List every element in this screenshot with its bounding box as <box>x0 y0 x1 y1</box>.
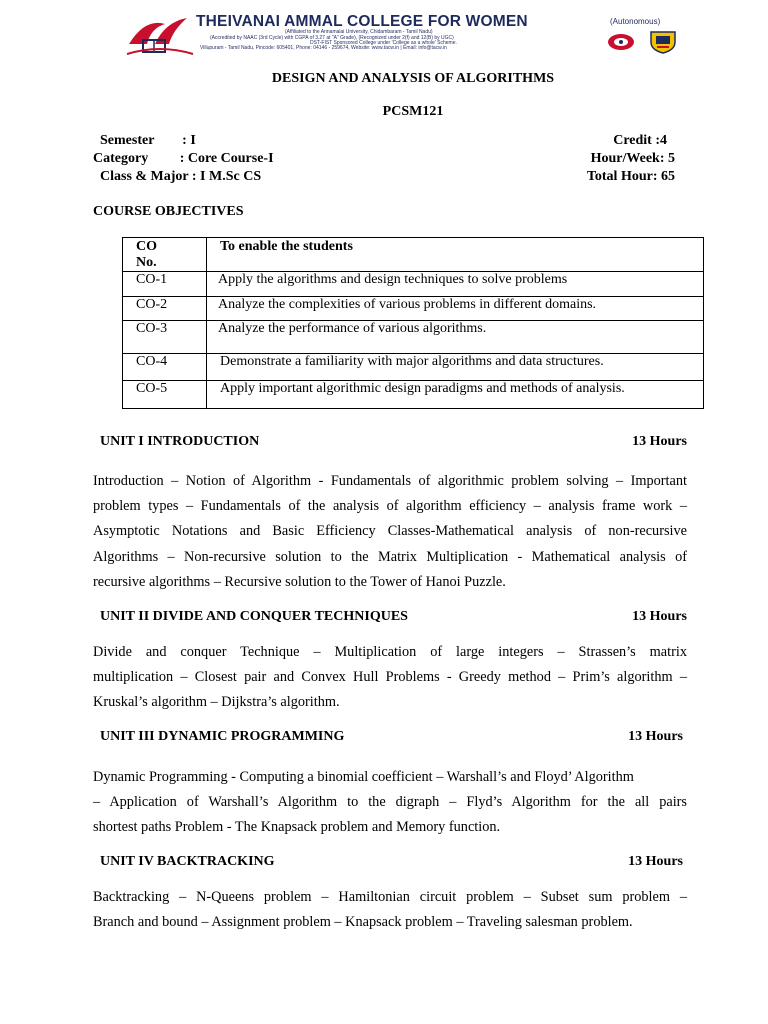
unit-1-line: Introduction – Notion of Algorithm - Fundamentals of algorithmic problem solving – Important <box>93 473 687 489</box>
college-logo-left <box>125 14 195 56</box>
unit-2-hours: 13 Hours <box>632 609 687 624</box>
unit-3-line: shortest paths Problem - The Knapsack problem and Memory function. <box>93 819 501 836</box>
table-header-row <box>123 238 704 272</box>
co-number: CO-1 <box>123 272 207 297</box>
co-description: Apply the algorithms and design techniques to solve problems <box>207 272 704 297</box>
objectives-table <box>122 237 704 409</box>
table-row <box>123 272 704 297</box>
co-number-header <box>123 238 207 272</box>
co-number: CO-4 <box>123 354 207 381</box>
course-title: DESIGN AND ANALYSIS OF ALGORITHMS <box>271 71 555 86</box>
unit-1-title: UNIT I INTRODUCTION <box>100 434 260 449</box>
course-code: PCSM121 <box>382 104 444 119</box>
credit-field: Credit :4 <box>613 133 667 148</box>
unit-1-line: problem types – Fundamentals of the analysis of algorithm efficiency – analysis frame work – <box>93 498 687 515</box>
unit-4-title: UNIT IV BACKTRACKING <box>100 854 275 869</box>
semester-field: Semester : I <box>100 133 196 148</box>
unit-2-line: multiplication – Closest pair and Convex Hull Problems - Greedy method – Prim’s algorithm – <box>93 669 687 686</box>
unit-1-line: Asymptotic Notations and Basic Efficiency Classes-Mathematical analysis of non-recursive <box>93 523 687 540</box>
co-description: Analyze the complexities of various problems in different domains. <box>207 297 704 321</box>
co-header-line2: No. <box>136 255 157 270</box>
unit-1-line: Algorithms – Non-recursive solution to the Matrix Multiplication - Mathematical analysis of <box>93 548 687 565</box>
unit-4-line: Backtracking – N-Queens problem – Hamiltonian circuit problem – Subset sum problem – <box>93 889 687 905</box>
unit-1-line: recursive algorithms – Recursive solution to the Tower of Hanoi Puzzle. <box>93 573 506 590</box>
co-number: CO-2 <box>123 297 207 321</box>
objective-header: To enable the students <box>207 238 704 272</box>
table-row <box>123 297 704 321</box>
unit-2-line: Kruskal’s algorithm – Dijkstra’s algorithm. <box>93 694 340 711</box>
unit-1-hours: 13 Hours <box>632 434 687 449</box>
dst-line: DST-FIST Sponsored College under 'College as a whole' Scheme. <box>310 40 457 46</box>
unit-4-content <box>93 885 687 935</box>
co-number: CO-5 <box>123 381 207 409</box>
table-row <box>123 381 704 409</box>
class-major-field: Class & Major : I M.Sc CS <box>100 169 262 184</box>
address-line: Villupuram - Tamil Nadu, Pincode: 605401, Phone: 04146 - 259674, Website: www.tacw.in | Email: info@tacw.in <box>200 45 447 51</box>
table-row <box>123 321 704 354</box>
objectives-heading: COURSE OBJECTIVES <box>93 204 244 219</box>
co-header-line1: CO <box>136 239 157 254</box>
accreditation-line: (Accredited by NAAC (3rd Cycle) with CGPA of 3.27 at "A" Grade), (Recognized under 2(f) and 12(B) by UGC) <box>210 35 454 41</box>
co-description: Apply important algorithmic design paradigms and methods of analysis. <box>207 381 704 409</box>
table-row <box>123 354 704 381</box>
total-hour-field: Total Hour: 65 <box>586 169 675 184</box>
unit-4-line: Branch and bound – Assignment problem – Knapsack problem – Traveling salesman problem. <box>93 914 633 931</box>
category-field: Category : Core Course-I <box>93 151 274 166</box>
unit-3-line: – Application of Warshall’s Algorithm to the digraph – Flyd’s Algorithm for the all pairs <box>93 794 687 811</box>
unit-4-hours: 13 Hours <box>628 854 683 869</box>
autonomous-label: (Autonomous) <box>610 17 661 26</box>
affiliation-line: (Affiliated to the Annamalai University, Chidambaram - Tamil Nadu) <box>285 29 433 35</box>
unit-3-hours: 13 Hours <box>628 729 683 744</box>
college-name: THEIVANAI AMMAL COLLEGE FOR WOMEN <box>196 13 528 30</box>
unit-3-line: Dynamic Programming - Computing a binomial coefficient – Warshall’s and Floyd’ Algorithm <box>93 769 634 785</box>
university-emblem <box>648 30 678 54</box>
co-description: Analyze the performance of various algorithms. <box>207 321 704 354</box>
unit-3-content <box>93 765 687 841</box>
unit-2-title: UNIT II DIVIDE AND CONQUER TECHNIQUES <box>100 609 408 624</box>
unit-2-content <box>93 640 687 716</box>
unit-1-content <box>93 469 687 595</box>
unit-2-line: Divide and conquer Technique – Multiplication of large integers – Strassen’s matrix <box>93 644 687 660</box>
co-number: CO-3 <box>123 321 207 354</box>
hour-week-field: Hour/Week: 5 <box>590 151 675 166</box>
naac-logo <box>606 32 636 52</box>
unit-3-title: UNIT III DYNAMIC PROGRAMMING <box>100 729 345 744</box>
co-description: Demonstrate a familiarity with major algorithms and data structures. <box>207 354 704 381</box>
